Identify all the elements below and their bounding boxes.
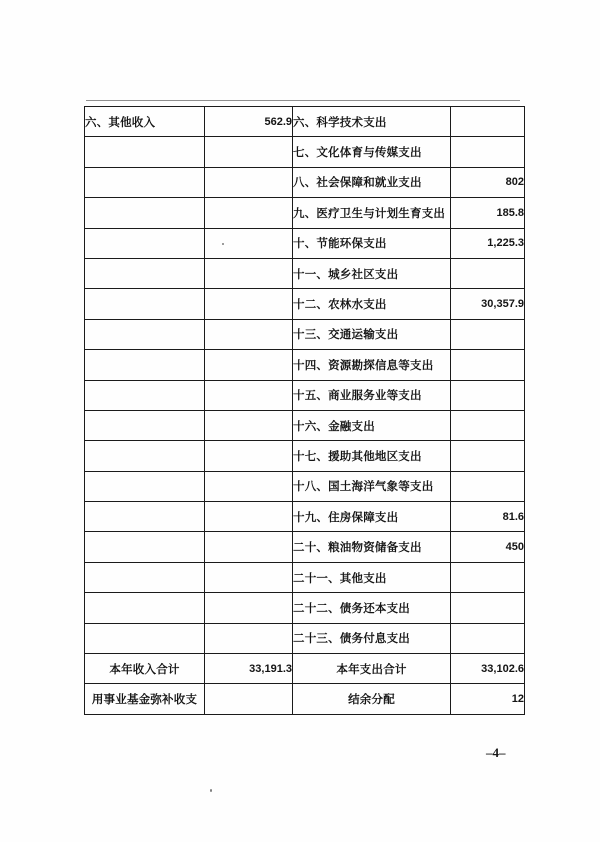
expense-item-value: 1,225.3 [451,228,525,258]
table-row [85,198,525,228]
income-item-value [205,137,293,167]
income-item-value [205,380,293,410]
expense-item-value: 30,357.9 [451,289,525,319]
expense-item-label: 二十三、债务付息支出 [293,623,451,653]
expense-item-label: 二十一、其他支出 [293,562,451,592]
income-item-label [85,167,205,197]
table-row [85,502,525,532]
income-item-value [205,593,293,623]
income-item-label [85,198,205,228]
income-item-value [205,350,293,380]
expense-item-value: 185.8 [451,198,525,228]
expense-item-value [451,593,525,623]
expense-item-label: 十六、金融支出 [293,410,451,440]
income-item-value [205,502,293,532]
expense-item-label: 十八、国土海洋气象等支出 [293,471,451,501]
table-row [85,289,525,319]
income-item-value [205,319,293,349]
income-item-label [85,258,205,288]
expense-item-label: 十一、城乡社区支出 [293,258,451,288]
table-row [85,471,525,501]
income-item-label [85,441,205,471]
income-item-label [85,623,205,653]
income-item-label [85,319,205,349]
income-item-label [85,471,205,501]
table-row [85,562,525,592]
income-item-label [85,532,205,562]
table-row [85,593,525,623]
expense-item-label: 八、社会保障和就业支出 [293,167,451,197]
table-row [85,319,525,349]
expense-item-label: 十七、援助其他地区支出 [293,441,451,471]
expense-item-value [451,258,525,288]
table-row [85,654,525,684]
expense-item-value [451,562,525,592]
income-item-label [85,350,205,380]
page-number: –4– [486,745,506,760]
budget-table [84,106,525,715]
expense-item-label: 六、科学技术支出 [293,107,451,137]
income-item-value: 33,191.3 [205,654,293,684]
expense-item-value: 33,102.6 [451,654,525,684]
income-item-value [205,228,293,258]
income-item-label: 本年收入合计 [85,654,205,684]
expense-item-label: 十、节能环保支出 [293,228,451,258]
expense-item-value: 81.6 [451,502,525,532]
income-item-value [205,562,293,592]
expense-item-value [451,410,525,440]
income-item-label [85,137,205,167]
income-item-label [85,562,205,592]
table-row [85,167,525,197]
table-row [85,684,525,714]
expense-item-value [451,380,525,410]
table-top-faint-line [86,100,520,101]
income-item-value [205,167,293,197]
income-item-value [205,410,293,440]
table-row [85,137,525,167]
table-row [85,107,525,137]
income-item-value [205,684,293,714]
expense-item-value [451,137,525,167]
table-row [85,228,525,258]
table-row [85,441,525,471]
expense-item-value [451,107,525,137]
expense-item-label: 十四、资源勘探信息等支出 [293,350,451,380]
table-row [85,532,525,562]
expense-item-label: 十五、商业服务业等支出 [293,380,451,410]
income-item-label: 六、其他收入 [85,107,205,137]
table-row [85,350,525,380]
income-item-label [85,289,205,319]
income-item-label [85,502,205,532]
expense-item-label: 本年支出合计 [293,654,451,684]
table-row [85,380,525,410]
expense-item-label: 十三、交通运输支出 [293,319,451,349]
table-row [85,623,525,653]
income-item-value [205,258,293,288]
income-item-value [205,441,293,471]
income-item-label [85,228,205,258]
income-item-label [85,410,205,440]
expense-item-label: 二十二、债务还本支出 [293,593,451,623]
expense-item-label: 十九、住房保障支出 [293,502,451,532]
income-item-value [205,532,293,562]
expense-item-value [451,623,525,653]
income-item-label [85,380,205,410]
expense-item-value: 450 [451,532,525,562]
expense-item-label: 十二、农林水支出 [293,289,451,319]
table-row [85,410,525,440]
expense-item-value [451,319,525,349]
scan-artifact-dot [222,243,224,245]
scan-artifact-dot [210,789,212,792]
expense-item-value [451,441,525,471]
income-item-value [205,623,293,653]
expense-item-value [451,471,525,501]
income-item-label: 用事业基金弥补收支 [85,684,205,714]
expense-item-value: 802 [451,167,525,197]
expense-item-value: 12 [451,684,525,714]
expense-item-label: 结余分配 [293,684,451,714]
income-item-value [205,289,293,319]
income-item-value: 562.9 [205,107,293,137]
expense-item-value [451,350,525,380]
expense-item-label: 七、文化体育与传媒支出 [293,137,451,167]
table-row [85,258,525,288]
expense-item-label: 九、医疗卫生与计划生育支出 [293,198,451,228]
income-item-label [85,593,205,623]
budget-table-body [85,107,525,715]
expense-item-label: 二十、粮油物资储备支出 [293,532,451,562]
income-item-value [205,198,293,228]
income-item-value [205,471,293,501]
